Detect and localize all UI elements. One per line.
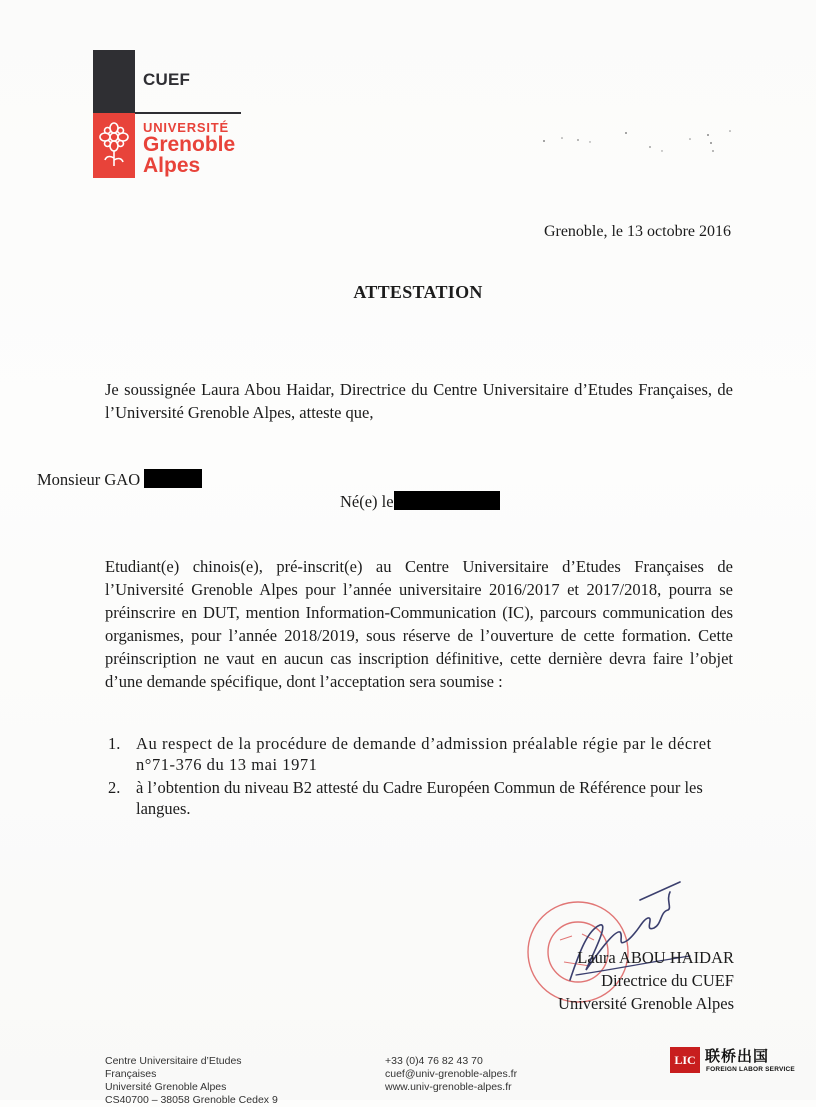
footer-phone: +33 (0)4 76 82 43 70 [385,1055,483,1067]
recipient-name-label: Monsieur GAO [37,470,141,489]
signatory-role: Directrice du CUEF [601,971,734,990]
list-item-number: 2. [108,778,121,797]
redacted-name [144,469,202,488]
logo-divider [135,112,241,114]
birth-label: Né(e) le [340,492,394,511]
redacted-birthdate [394,491,500,510]
footer-email: cuef@univ-grenoble-alpes.fr [385,1068,518,1080]
footer-address [105,1055,278,1107]
footer-address-line: Université Grenoble Alpes [105,1081,227,1093]
list-item-number: 1. [108,734,121,753]
lic-badge: LIC [670,1047,700,1073]
list-item-text: Au respect de la procédure de demande d’admission préalable régie par le décret n°71-376 du 13 mai 1971 [136,734,712,774]
document-title: ATTESTATION [353,282,483,302]
footer-website: www.univ-grenoble-alpes.fr [385,1081,512,1093]
watermark-chinese-text: 联桥出国 [705,1047,770,1065]
main-paragraph: Etudiant(e) chinois(e), pré-inscrit(e) au Centre Universitaire d’Etudes Françaises de l’Université Grenoble Alpes pour l’année universitaire 2016/2017 et 2017/2018, pourra se préinscrire en DUT, mention Information-Communication (IC), parcours communication des organismes, pour l’année 2018/2019, sous réserve de l’ouverture de cette formation. Cette préinscription ne vaut en aucun cas inscription définitive, cette dernière devra faire l’objet d’une demande spécifique, dont l’acceptation sera soumise : [105,557,733,691]
foreign-labor-service-watermark [670,1045,800,1077]
footer-contact [385,1055,517,1094]
scan-specks [530,125,750,165]
signatory-institution: Université Grenoble Alpes [558,994,734,1013]
watermark-english-text: FOREIGN LABOR SERVICE [706,1066,795,1073]
conditions-list [108,733,734,821]
list-item [108,733,734,775]
logo-dark-block [93,50,135,113]
footer-address-line: CS40700 – 38058 Grenoble Cedex 9 [105,1094,278,1106]
list-item-text: à l’obtention du niveau B2 attesté du Cadre Européen Commun de Référence pour les langues. [136,778,703,818]
signatory-name: Laura ABOU HAIDAR [577,948,734,967]
flower-emblem-icon [97,120,131,170]
date-line: Grenoble, le 13 octobre 2016 [543,223,731,240]
list-item [108,777,734,819]
cuef-university-logo [93,50,253,178]
logo-cuef-text: CUEF [143,70,191,89]
logo-grenoble-text: Grenoble [143,133,236,156]
footer-address-line: Centre Universitaire d’Etudes [105,1055,242,1067]
recipient-birth-line [340,490,500,513]
logo-universite-text: UNIVERSITÉ [143,120,230,135]
logo-alpes-text: Alpes [143,154,201,177]
recipient-name-line [37,468,202,491]
intro-paragraph: Je soussignée Laura Abou Haidar, Directrice du Centre Universitaire d’Etudes Françaises, de l’Université Grenoble Alpes, atteste que, [105,380,733,422]
footer-address-line: Françaises [105,1068,157,1080]
